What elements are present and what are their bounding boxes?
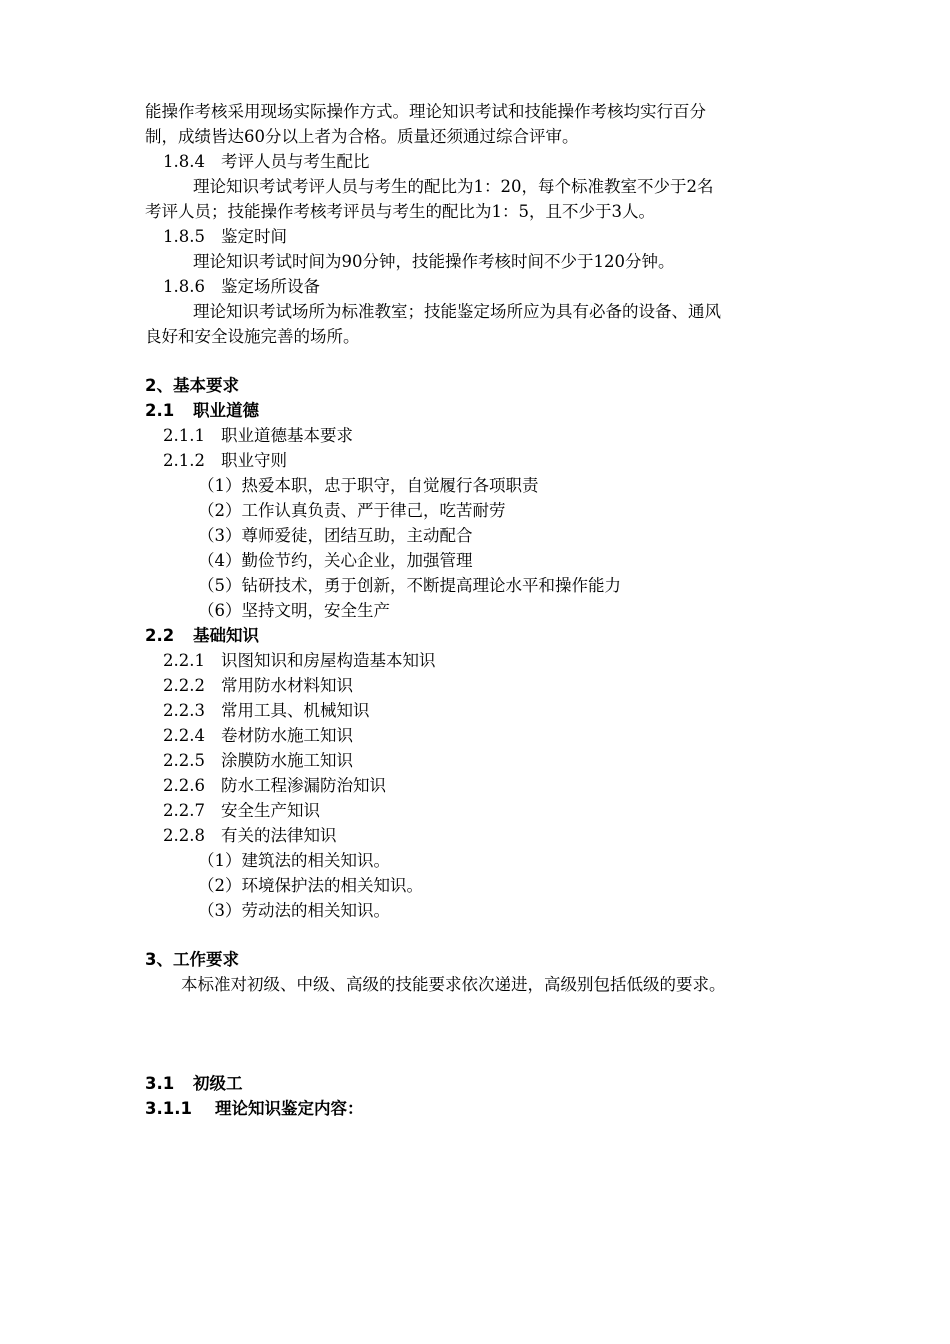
section-number: 3.1	[145, 1074, 175, 1093]
section-title: 鉴定场所设备	[221, 277, 320, 296]
list-item: 2.2.6 防水工程渗漏防治知识	[163, 776, 386, 795]
section-title: 职业守则	[221, 451, 287, 470]
subsection-2-2	[145, 625, 259, 647]
section-number: 3.1.1	[145, 1099, 192, 1118]
section-number: 2.1.2	[163, 451, 205, 470]
subsection-2-1-1	[163, 425, 353, 447]
list-item: （2）环境保护法的相关知识。	[198, 876, 423, 895]
paragraph-line: 本标准对初级、中级、高级的技能要求依次递进，高级别包括低级的要求。	[181, 975, 726, 994]
section-title: 职业道德基本要求	[221, 426, 353, 445]
list-item: （4）勤俭节约，关心企业，加强管理	[198, 551, 473, 570]
paragraph-line: 理论知识考试时间为90分钟，技能操作考核时间不少于120分钟。	[193, 252, 675, 271]
subsection-3-1	[145, 1073, 243, 1095]
section-title: 理论知识鉴定内容：	[215, 1099, 364, 1118]
section-heading-3: 3、工作要求	[145, 950, 239, 969]
subsection-2-1-2	[163, 450, 287, 472]
section-number: 1.8.4	[163, 152, 205, 171]
list-item: （3）劳动法的相关知识。	[198, 901, 390, 920]
list-item: 2.2.1 识图知识和房屋构造基本知识	[163, 651, 436, 670]
list-item: （3）尊师爱徒，团结互助，主动配合	[198, 526, 473, 545]
subsection-2-1	[145, 400, 259, 422]
section-title: 基础知识	[193, 626, 259, 645]
paragraph-line: 能操作考核采用现场实际操作方式。理论知识考试和技能操作考核均实行百分	[145, 102, 706, 121]
section-title: 初级工	[193, 1074, 243, 1093]
subsection-3-1-1	[145, 1098, 364, 1120]
list-item: 2.2.2 常用防水材料知识	[163, 676, 353, 695]
list-item: 2.2.3 常用工具、机械知识	[163, 701, 370, 720]
paragraph-line: 考评人员；技能操作考核考评员与考生的配比为1：5，且不少于3人。	[145, 202, 655, 221]
section-heading-2: 2、基本要求	[145, 376, 239, 395]
list-item: 2.2.4 卷材防水施工知识	[163, 726, 353, 745]
paragraph-line: 良好和安全设施完善的场所。	[145, 327, 360, 346]
subsection-1-8-5	[163, 226, 287, 248]
list-item: （5）钻研技术，勇于创新，不断提高理论水平和操作能力	[198, 576, 621, 595]
list-item: 2.2.7 安全生产知识	[163, 801, 320, 820]
list-item: 2.2.8 有关的法律知识	[163, 826, 337, 845]
list-item: 2.2.5 涂膜防水施工知识	[163, 751, 353, 770]
section-number: 1.8.5	[163, 227, 205, 246]
subsection-1-8-4	[163, 151, 370, 173]
list-item: （6）坚持文明，安全生产	[198, 601, 390, 620]
paragraph-line: 制，成绩皆达60分以上者为合格。质量还须通过综合评审。	[145, 127, 579, 146]
list-item: （1）建筑法的相关知识。	[198, 851, 390, 870]
paragraph-line: 理论知识考试场所为标准教室；技能鉴定场所应为具有必备的设备、通风	[193, 302, 721, 321]
list-item: （2）工作认真负责、严于律己，吃苦耐劳	[198, 501, 506, 520]
section-title: 鉴定时间	[221, 227, 287, 246]
section-number: 2.1	[145, 401, 175, 420]
section-number: 2.2	[145, 626, 175, 645]
paragraph-line: 理论知识考试考评人员与考生的配比为1：20，每个标准教室不少于2名	[193, 177, 714, 196]
section-number: 1.8.6	[163, 277, 205, 296]
subsection-1-8-6	[163, 276, 320, 298]
section-title: 考评人员与考生配比	[221, 152, 370, 171]
list-item: （1）热爱本职，忠于职守，自觉履行各项职责	[198, 476, 539, 495]
section-number: 2.1.1	[163, 426, 205, 445]
section-title: 职业道德	[193, 401, 259, 420]
